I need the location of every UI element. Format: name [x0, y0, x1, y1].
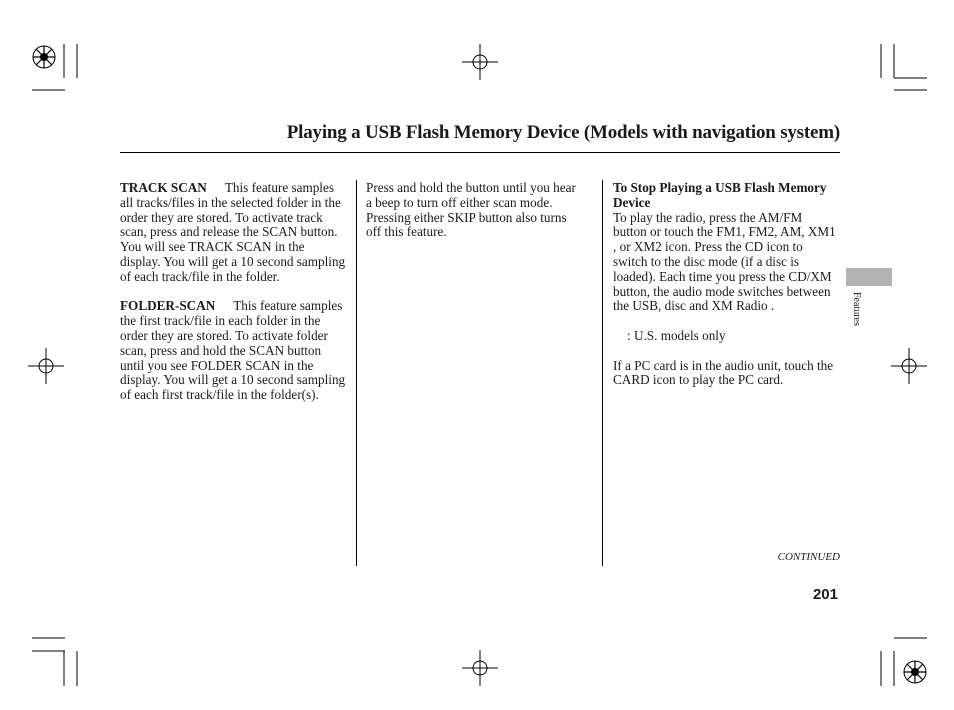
page-title: Playing a USB Flash Memory Device (Models with navigation system) [286, 122, 840, 143]
column-divider-2 [602, 180, 603, 566]
column-2 [366, 181, 582, 255]
stop-playing-paragraph: To play the radio, press the AM/FM button or touch the FM1, FM2, AM, XM1 , or XM2 icon. Press the CD icon to switch to the disc mode (if a disc is loaded). Each time you press the CD/XM button, the audio mode switches between the USB, disc and XM Radio . [613, 209, 836, 314]
track-scan-text: This feature samples all tracks/files in the selected folder in the order they are stored. To activate track scan, press and release the SCAN button. You will see TRACK SCAN in the display. You will get a 10 second sampling of each track/file in the folder. [120, 180, 346, 284]
section-tab [846, 268, 892, 286]
scan-off-paragraph: Press and hold the button until you hear a beep to turn off either scan mode. Pressing either SKIP button also turns off this feature. [366, 180, 576, 240]
track-scan-paragraph [120, 181, 348, 285]
track-scan-label: TRACK SCAN [120, 180, 207, 195]
page-number: 201 [812, 586, 838, 603]
stop-playing-heading: To Stop Playing a USB Flash Memory Device [613, 180, 827, 210]
section-tab-label: Features [851, 292, 862, 326]
column-1 [120, 181, 348, 418]
continued-label: CONTINUED [777, 551, 840, 563]
folder-scan-text: This feature samples the first track/file in each folder in the order they are stored. To activate folder scan, press and hold the SCAN button until you see FOLDER SCAN in the display. You will get a 10 second sampling of each first track/file in the folder(s). [120, 298, 346, 403]
us-models-footnote: : U.S. models only [627, 327, 726, 343]
column-3 [613, 181, 839, 403]
folder-scan-label: FOLDER-SCAN [120, 298, 216, 314]
title-rule [120, 152, 840, 153]
pc-card-paragraph: If a PC card is in the audio unit, touch the CARD icon to play the PC card. [613, 357, 834, 388]
folder-scan-paragraph [120, 299, 348, 403]
column-divider-1 [356, 180, 357, 566]
